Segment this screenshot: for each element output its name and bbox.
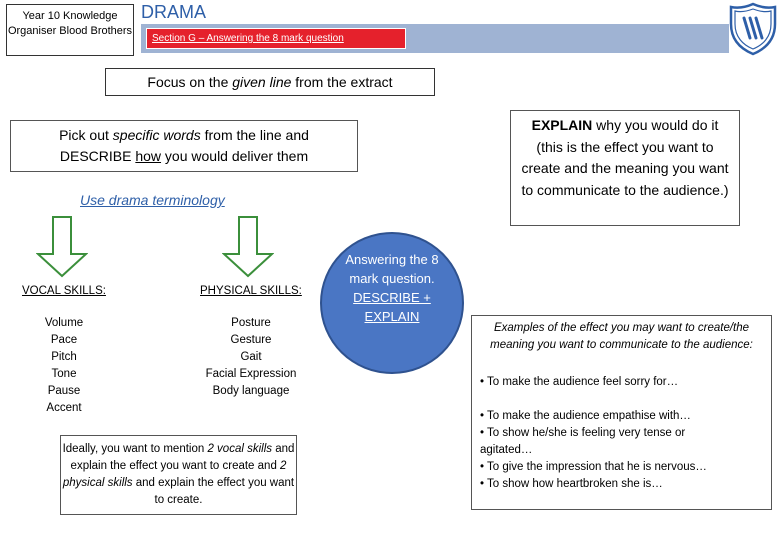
ideally-emphasis1: 2 vocal skills: [207, 443, 273, 455]
list-item: • To show how heartbroken she is…: [480, 478, 663, 490]
list-item: Facial Expression: [205, 368, 297, 380]
focus-instruction: [105, 68, 435, 96]
physical-skills-heading: PHYSICAL SKILLS:: [200, 285, 302, 297]
pick-line2-start: DESCRIBE: [59, 148, 136, 164]
pick-line2-end: you would deliver them: [161, 148, 309, 164]
circle-underlined: DESCRIBE + EXPLAIN: [353, 290, 431, 324]
arrow-down-icon: [36, 216, 88, 278]
focus-emphasis: given line: [232, 74, 292, 90]
list-item: • To make the audience feel sorry for…: [480, 376, 679, 388]
explain-instruction: [510, 110, 740, 226]
list-item: • To give the impression that he is nervous…: [480, 461, 707, 473]
subject-title: DRAMA: [141, 2, 207, 22]
list-item: • To make the audience empathise with…: [480, 410, 691, 422]
ideally-part3: and explain the effect you want to create.: [132, 477, 295, 506]
terminology-heading: Use drama terminology: [80, 192, 225, 208]
ideally-emphasis2: 2 physical skills: [62, 460, 287, 489]
list-item: • To show he/she is feeling very tense or agitated…: [480, 427, 686, 456]
list-item: Posture: [231, 317, 271, 329]
list-item: Gait: [240, 351, 262, 363]
answering-circle: [320, 232, 464, 374]
list-item: Pause: [47, 385, 81, 397]
vocal-skills-list: [24, 315, 104, 417]
explain-text: why you would do it (this is the effect you want to create and the meaning you want to communicate to the audience.): [521, 117, 729, 198]
section-label: Section G – Answering the 8 mark question: [146, 28, 406, 49]
pick-part1: Pick out: [59, 127, 113, 143]
focus-text-after: from the extract: [291, 74, 393, 90]
circle-text: Answering the 8 mark question.: [345, 252, 439, 286]
focus-text-before: Focus on the: [147, 74, 233, 90]
list-item: Pitch: [51, 351, 77, 363]
school-shield-icon: [728, 2, 778, 56]
pick-emphasis: specific words: [112, 127, 201, 143]
examples-box: [471, 315, 772, 510]
knowledge-organiser-label: Year 10 Knowledge Organiser Blood Brothers: [6, 4, 134, 56]
ideally-note: [60, 435, 297, 515]
list-item: Pace: [50, 334, 78, 346]
list-item: Accent: [46, 402, 82, 414]
list-item: Body language: [212, 385, 290, 397]
ideally-part2: and explain the effect you want to create and: [70, 443, 295, 472]
vocal-skills-heading: VOCAL SKILLS:: [22, 285, 106, 297]
list-item: Volume: [44, 317, 84, 329]
pick-out-instruction: [10, 120, 358, 172]
explain-bold: EXPLAIN: [531, 117, 593, 133]
physical-skills-list: [192, 315, 310, 400]
examples-intro: Examples of the effect you may want to create/the meaning you want to communicate to the audience:: [490, 322, 753, 351]
list-item: Gesture: [230, 334, 272, 346]
ideally-part1: Ideally, you want to mention: [62, 443, 208, 455]
arrow-down-icon: [222, 216, 274, 278]
section-bar: [141, 24, 729, 53]
pick-underlined: how: [135, 148, 162, 164]
list-item: Tone: [51, 368, 77, 380]
pick-part2: from the line and: [200, 127, 309, 143]
